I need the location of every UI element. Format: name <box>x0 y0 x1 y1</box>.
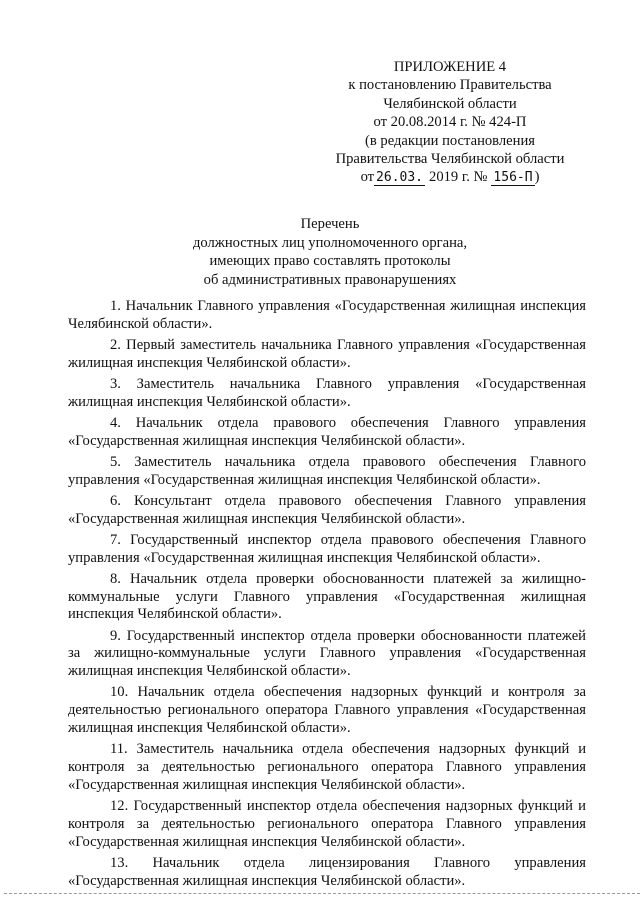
title-line-3: имеющих право составлять протоколы <box>209 253 451 270</box>
title-line-2: должностных лиц уполномоченного органа, <box>192 234 468 251</box>
footer-divider <box>4 893 640 894</box>
list-item-3: 3. Заместитель начальника Главного управления «Государственная жилищная инспекция Челябинской области». <box>68 375 586 410</box>
list-item-7: 7. Государственный инспектор отдела правового обеспечения Главного управления «Государственная жилищная инспекция Челябинской области». <box>68 531 586 566</box>
appendix-header <box>300 58 600 187</box>
appendix-line-2: Челябинской области <box>383 95 517 112</box>
officials-list <box>68 298 586 894</box>
list-item-10: 10. Начальник отдела обеспечения надзорных функций и контроля за деятельностью регионального оператора Главного управления «Государственная жилищная инспекция Челябинской области». <box>68 684 586 737</box>
list-item-4: 4. Начальник отдела правового обеспечения Главного управления «Государственная жилищная инспекция Челябинской области». <box>68 414 586 449</box>
appendix-line-1: к постановлению Правительства <box>348 77 552 94</box>
appendix-line-3: от 20.08.2014 г. № 424-П <box>373 114 527 131</box>
list-item-11: 11. Заместитель начальника отдела обеспечения надзорных функций и контроля за деятельностью регионального оператора Главного управления «Государственная жилищная инспекция Челябинской области». <box>68 741 586 793</box>
number-value: 156-П <box>493 170 533 186</box>
date-value: 26.03. <box>376 170 424 186</box>
date-prefix: от <box>360 169 375 186</box>
list-item-5: 5. Заместитель начальника отдела правового обеспечения Главного управления «Государственная жилищная инспекция Челябинской области». <box>68 453 586 488</box>
appendix-line-4: (в редакции постановления <box>365 132 535 149</box>
list-item-12: 12. Государственный инспектор отдела обеспечения надзорных функций и контроля за деятельностью регионального оператора Главного управления «Государственная жилищная инспекция Челябинской области». <box>68 798 586 850</box>
close-paren: ) <box>534 169 540 186</box>
year-text: 2019 г. № <box>429 169 488 186</box>
appendix-date-line <box>300 168 600 186</box>
list-item-2: 2. Первый заместитель начальника Главного управления «Государственная жилищная инспекция Челябинской области». <box>68 336 586 371</box>
list-item-6: 6. Консультант отдела правового обеспечения Главного управления «Государственная жилищная инспекция Челябинской области». <box>68 492 586 527</box>
list-item-13: 13. Начальник отдела лицензирования Главного управления «Государственная жилищная инспекция Челябинской области». <box>68 854 586 889</box>
title-line-4: об административных правонарушениях <box>203 271 457 288</box>
appendix-line-5: Правительства Челябинской области <box>335 151 565 168</box>
list-item-9: 9. Государственный инспектор отдела проверки обоснованности платежей за жилищно-коммунальные услуги Главного управления «Государственная жилищная инспекция Челябинской области». <box>68 627 586 680</box>
title-line-1: Перечень <box>300 216 360 232</box>
list-item-8: 8. Начальник отдела проверки обоснованности платежей за жилищно-коммунальные услуги Главного управления «Государственная жилищная инспекция Челябинской области». <box>68 570 586 623</box>
appendix-title: ПРИЛОЖЕНИЕ 4 <box>393 59 507 75</box>
list-item-1: 1. Начальник Главного управления «Государственная жилищная инспекция Челябинской области». <box>68 298 586 332</box>
document-title <box>100 215 560 289</box>
